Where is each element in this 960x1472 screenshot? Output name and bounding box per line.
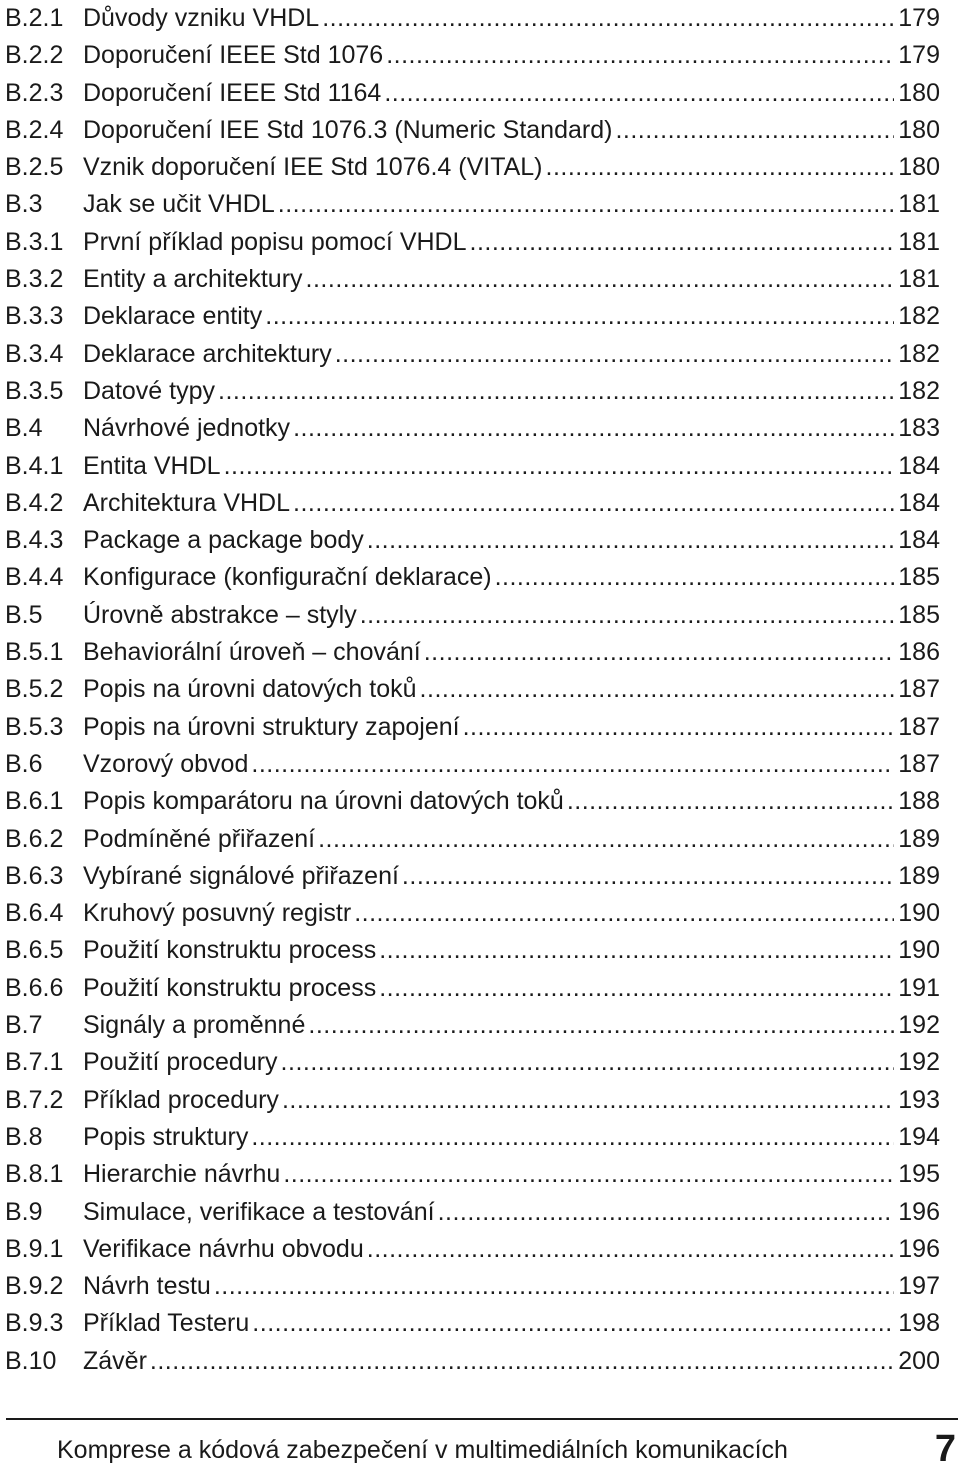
toc-entry-title: Doporučení IEEE Std 1164 [83, 78, 382, 107]
toc-dot-leader [214, 1268, 894, 1305]
toc-entry-page: 185 [898, 563, 940, 592]
toc-entry-number: B.7.2 [5, 1085, 64, 1114]
toc-entry [5, 1119, 940, 1156]
toc-entry [5, 858, 940, 895]
toc-dot-leader [463, 709, 895, 746]
toc-entry [5, 1268, 940, 1305]
toc-entry-page: 183 [898, 414, 940, 443]
toc-entry-page: 180 [898, 78, 940, 107]
toc-dot-leader [322, 0, 894, 37]
toc-entry [5, 597, 940, 634]
toc-entry-number: B.7.1 [5, 1048, 64, 1077]
toc-dot-leader [367, 1231, 895, 1268]
toc-entry-title: Použití konstruktu process [83, 973, 377, 1002]
toc-dot-leader [306, 261, 895, 298]
toc-dot-leader [384, 75, 894, 112]
toc-entry-page: 184 [898, 451, 940, 480]
toc-entry-title: Doporučení IEEE Std 1076 [83, 41, 384, 70]
toc-entry-page: 187 [898, 712, 940, 741]
toc-entry-page: 195 [898, 1160, 940, 1189]
toc-entry-number: B.2.4 [5, 115, 64, 144]
toc-entry-title: Doporučení IEE Std 1076.3 (Numeric Standard) [83, 115, 613, 144]
toc-entry-page: 192 [898, 1048, 940, 1077]
toc-entry [5, 0, 940, 37]
footer-book-title: Komprese a kódová zabezpečení v multimediálních komunikacích [57, 1436, 788, 1464]
toc-entry-title: Vzorový obvod [83, 749, 249, 778]
toc-entry-title: Package a package body [83, 526, 364, 555]
toc-dot-leader [335, 336, 895, 373]
toc-entry [5, 75, 940, 112]
toc-entry-number: B.4.2 [5, 488, 64, 517]
toc-dot-leader [282, 1082, 894, 1119]
toc-entry-page: 192 [898, 1011, 940, 1040]
toc-entry-number: B.4.3 [5, 526, 64, 555]
toc-entry-number: B.2.3 [5, 78, 64, 107]
toc-dot-leader [265, 298, 894, 335]
toc-entry-page: 184 [898, 488, 940, 517]
toc-entry [5, 261, 940, 298]
toc-entry-title: Deklarace entity [83, 302, 263, 331]
toc-entry-title: Popis na úrovni datových toků [83, 675, 417, 704]
toc-entry-page: 190 [898, 936, 940, 965]
toc-entry-number: B.5.2 [5, 675, 64, 704]
toc-entry-page: 180 [898, 153, 940, 182]
toc-entry-number: B.7 [5, 1011, 43, 1040]
toc-entry-number: B.6.5 [5, 936, 64, 965]
toc-entry-number: B.6.4 [5, 899, 64, 928]
toc-entry-number: B.3.4 [5, 339, 64, 368]
toc-entry-page: 196 [898, 1197, 940, 1226]
toc-entry-title: Kruhový posuvný registr [83, 899, 352, 928]
toc-dot-leader [470, 224, 895, 261]
toc-entry [5, 634, 940, 671]
toc-entry-page: 182 [898, 339, 940, 368]
toc-entry-page: 191 [898, 973, 940, 1002]
toc-entry-number: B.6.2 [5, 824, 64, 853]
toc-entry-page: 194 [898, 1122, 940, 1151]
toc-entry-number: B.8.1 [5, 1160, 64, 1189]
toc-entry-title: Návrhové jednotky [83, 414, 291, 443]
toc-entry-page: 184 [898, 526, 940, 555]
toc-entry-number: B.3.5 [5, 376, 64, 405]
toc-entry-page: 200 [898, 1346, 940, 1375]
table-of-contents [5, 0, 940, 1380]
toc-entry-number: B.5.1 [5, 638, 64, 667]
toc-entry-page: 186 [898, 638, 940, 667]
toc-dot-leader [293, 410, 894, 447]
toc-dot-leader [318, 821, 894, 858]
toc-entry [5, 932, 940, 969]
toc-entry-title: Příklad Testeru [83, 1309, 250, 1338]
toc-entry-page: 179 [898, 41, 940, 70]
toc-entry [5, 1007, 940, 1044]
toc-dot-leader [251, 1119, 894, 1156]
toc-entry-title: Úrovně abstrakce – styly [83, 600, 357, 629]
toc-entry [5, 709, 940, 746]
toc-entry-page: 197 [898, 1272, 940, 1301]
toc-entry-page: 182 [898, 376, 940, 405]
toc-entry [5, 1305, 940, 1342]
toc-entry-number: B.3 [5, 190, 43, 219]
toc-entry-title: Verifikace návrhu obvodu [83, 1234, 364, 1263]
toc-entry-number: B.9.2 [5, 1272, 64, 1301]
toc-dot-leader [218, 373, 894, 410]
toc-entry-title: Použití konstruktu process [83, 936, 377, 965]
toc-dot-leader [424, 634, 895, 671]
toc-entry [5, 821, 940, 858]
toc-entry-page: 179 [898, 4, 940, 32]
toc-entry-title: Jak se učit VHDL [83, 190, 275, 219]
toc-entry-number: B.5.3 [5, 712, 64, 741]
toc-entry [5, 783, 940, 820]
toc-entry [5, 298, 940, 335]
toc-dot-leader [308, 1007, 894, 1044]
toc-entry-page: 190 [898, 899, 940, 928]
toc-entry-title: Simulace, verifikace a testování [83, 1197, 435, 1226]
toc-entry-number: B.2.5 [5, 153, 64, 182]
toc-entry [5, 1231, 940, 1268]
toc-entry-number: B.3.2 [5, 265, 64, 294]
toc-dot-leader [386, 37, 894, 74]
toc-entry [5, 149, 940, 186]
toc-entry-number: B.2.2 [5, 41, 64, 70]
toc-entry [5, 224, 940, 261]
toc-entry-title: Vznik doporučení IEE Std 1076.4 (VITAL) [83, 153, 543, 182]
toc-dot-leader [567, 783, 894, 820]
toc-entry-page: 196 [898, 1234, 940, 1263]
toc-entry [5, 373, 940, 410]
toc-dot-leader [420, 671, 895, 708]
toc-dot-leader [251, 746, 894, 783]
toc-entry-number: B.6 [5, 749, 43, 778]
toc-entry-page: 180 [898, 115, 940, 144]
toc-entry-page: 187 [898, 749, 940, 778]
toc-entry [5, 112, 940, 149]
toc-dot-leader [281, 1044, 895, 1081]
toc-dot-leader [495, 559, 895, 596]
toc-entry-page: 193 [898, 1085, 940, 1114]
footer-divider [6, 1418, 958, 1420]
toc-entry-number: B.6.3 [5, 861, 64, 890]
toc-entry-number: B.9.3 [5, 1309, 64, 1338]
toc-entry-title: První příklad popisu pomocí VHDL [83, 227, 467, 256]
toc-entry [5, 37, 940, 74]
toc-entry-page: 181 [898, 265, 940, 294]
toc-entry-number: B.9 [5, 1197, 43, 1226]
toc-dot-leader [224, 448, 895, 485]
toc-dot-leader [379, 932, 894, 969]
toc-entry-number: B.4.1 [5, 451, 64, 480]
toc-entry-title: Popis na úrovni struktury zapojení [83, 712, 460, 741]
toc-entry-title: Entita VHDL [83, 451, 221, 480]
toc-entry-page: 189 [898, 824, 940, 853]
toc-entry [5, 1343, 940, 1380]
toc-dot-leader [150, 1343, 894, 1380]
toc-entry-page: 185 [898, 600, 940, 629]
toc-entry-title: Behaviorální úroveň – chování [83, 638, 421, 667]
toc-entry-page: 198 [898, 1309, 940, 1338]
toc-entry-number: B.5 [5, 600, 43, 629]
toc-entry-page: 181 [898, 190, 940, 219]
toc-entry-number: B.6.1 [5, 787, 64, 816]
toc-dot-leader [252, 1305, 894, 1342]
toc-entry-number: B.4 [5, 414, 43, 443]
toc-entry-title: Entity a architektury [83, 265, 303, 294]
toc-dot-leader [278, 186, 895, 223]
toc-entry [5, 448, 940, 485]
toc-dot-leader [293, 485, 894, 522]
toc-entry [5, 336, 940, 373]
toc-entry-title: Popis struktury [83, 1122, 249, 1151]
toc-entry-title: Závěr [83, 1346, 147, 1375]
toc-entry [5, 895, 940, 932]
toc-dot-leader [615, 112, 894, 149]
toc-dot-leader [379, 970, 894, 1007]
toc-entry [5, 970, 940, 1007]
toc-entry-title: Vybírané signálové přiřazení [83, 861, 399, 890]
toc-entry [5, 559, 940, 596]
toc-entry [5, 1044, 940, 1081]
toc-entry [5, 186, 940, 223]
toc-entry-title: Návrh testu [83, 1272, 211, 1301]
toc-entry-number: B.4.4 [5, 563, 64, 592]
toc-entry-title: Použití procedury [83, 1048, 278, 1077]
toc-entry-title: Architektura VHDL [83, 488, 291, 517]
toc-entry-title: Popis komparátoru na úrovni datových toků [83, 787, 564, 816]
toc-entry [5, 485, 940, 522]
toc-entry-title: Důvody vzniku VHDL [83, 4, 320, 32]
toc-entry-title: Příklad procedury [83, 1085, 279, 1114]
toc-entry-number: B.8 [5, 1122, 43, 1151]
toc-dot-leader [354, 895, 894, 932]
toc-entry-page: 181 [898, 227, 940, 256]
toc-entry [5, 522, 940, 559]
toc-dot-leader [360, 597, 895, 634]
footer-page-number: 7 [934, 1428, 956, 1470]
toc-entry-title: Deklarace architektury [83, 339, 332, 368]
toc-entry-page: 188 [898, 787, 940, 816]
toc-entry-title: Konfigurace (konfigurační deklarace) [83, 563, 492, 592]
toc-entry [5, 1194, 940, 1231]
toc-entry [5, 1082, 940, 1119]
toc-entry-page: 187 [898, 675, 940, 704]
toc-dot-leader [283, 1156, 894, 1193]
toc-entry-title: Datové typy [83, 376, 216, 405]
toc-entry-title: Hierarchie návrhu [83, 1160, 281, 1189]
toc-entry-number: B.9.1 [5, 1234, 64, 1263]
toc-dot-leader [402, 858, 894, 895]
toc-entry-number: B.2.1 [5, 4, 64, 32]
toc-entry-number: B.3.1 [5, 227, 64, 256]
toc-entry [5, 746, 940, 783]
toc-entry-title: Podmíněné přiřazení [83, 824, 316, 853]
toc-entry [5, 1156, 940, 1193]
toc-entry-number: B.6.6 [5, 973, 64, 1002]
toc-entry [5, 671, 940, 708]
toc-dot-leader [438, 1194, 895, 1231]
toc-dot-leader [546, 149, 895, 186]
toc-entry-number: B.10 [5, 1346, 57, 1375]
toc-entry-page: 189 [898, 861, 940, 890]
toc-dot-leader [367, 522, 895, 559]
toc-entry-title: Signály a proměnné [83, 1011, 306, 1040]
toc-entry-page: 182 [898, 302, 940, 331]
toc-entry-number: B.3.3 [5, 302, 64, 331]
toc-entry [5, 410, 940, 447]
